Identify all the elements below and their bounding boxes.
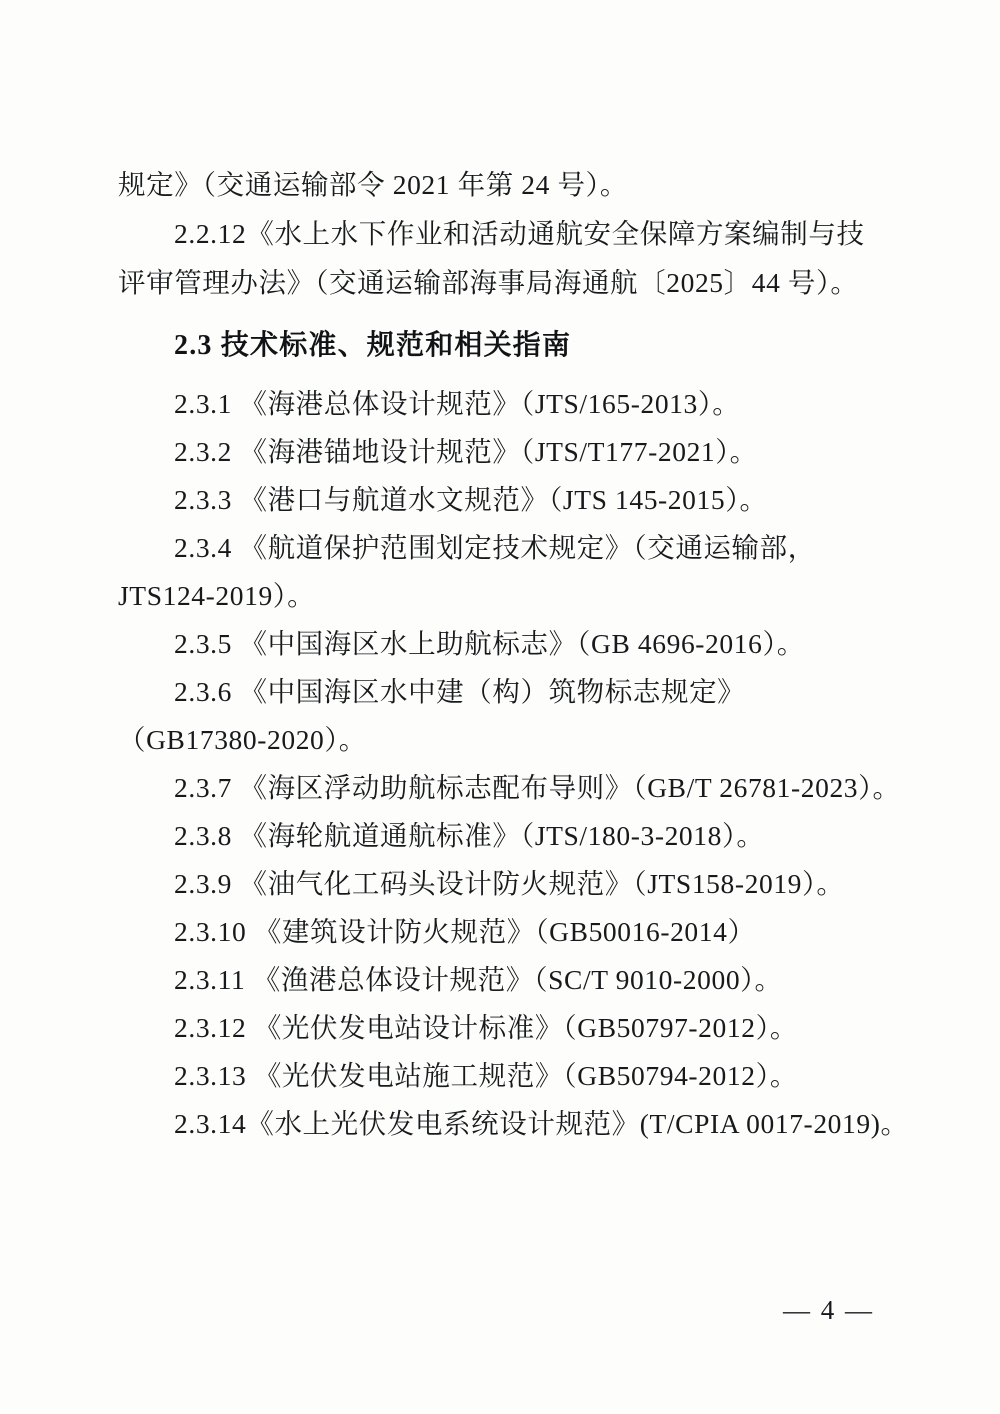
list-item: 2.3.8 《海轮航道通航标准》（JTS/180-3-2018）。 bbox=[174, 820, 765, 851]
clause-2-2-12-line-1: 2.2.12《水上水下作业和活动通航安全保障方案编制与技 bbox=[174, 218, 865, 249]
page-number: — 4 — bbox=[783, 1295, 874, 1325]
list-item: 2.3.11 《渔港总体设计规范》（SC/T 9010-2000）。 bbox=[174, 964, 783, 995]
list-item: 2.3.6 《中国海区水中建（构）筑物标志规定》 bbox=[174, 676, 746, 707]
page-body bbox=[118, 160, 909, 1148]
list-item: 2.3.9 《油气化工码头设计防火规范》（JTS158-2019）。 bbox=[174, 868, 845, 899]
section-heading-2-3: 2.3 技术标准、规范和相关指南 bbox=[174, 330, 572, 361]
list-item: 2.3.12 《光伏发电站设计标准》（GB50797-2012）。 bbox=[174, 1012, 799, 1043]
list-item: 2.3.10 《建筑设计防火规范》（GB50016-2014） bbox=[174, 916, 756, 947]
list-item: 2.3.2 《海港锚地设计规范》（JTS/T177-2021）。 bbox=[174, 436, 758, 467]
list-item: 2.3.13 《光伏发电站施工规范》（GB50794-2012）。 bbox=[174, 1060, 799, 1091]
list-item: 2.3.7 《海区浮动助航标志配布导则》（GB/T 26781-2023）。 bbox=[174, 772, 901, 803]
list-item: 2.3.14《水上光伏发电系统设计规范》(T/CPIA 0017-2019)。 bbox=[174, 1108, 909, 1139]
list-item-continuation: JTS124-2019）。 bbox=[118, 580, 316, 611]
list-item: 2.3.5 《中国海区水上助航标志》（GB 4696-2016）。 bbox=[174, 628, 805, 659]
paragraph-continuation: 规定》（交通运输部令 2021 年第 24 号）。 bbox=[118, 169, 628, 200]
list-item-continuation: （GB17380-2020）。 bbox=[118, 724, 367, 755]
standards-list bbox=[118, 380, 909, 1148]
list-item: 2.3.1 《海港总体设计规范》（JTS/165-2013）。 bbox=[174, 388, 741, 419]
list-item: 2.3.4 《航道保护范围划定技术规定》（交通运输部， bbox=[174, 532, 816, 563]
clause-2-2-12-line-2: 评审管理办法》（交通运输部海事局海通航〔2025〕44 号）。 bbox=[118, 267, 859, 298]
list-item: 2.3.3 《港口与航道水文规范》（JTS 145-2015）。 bbox=[174, 484, 768, 515]
